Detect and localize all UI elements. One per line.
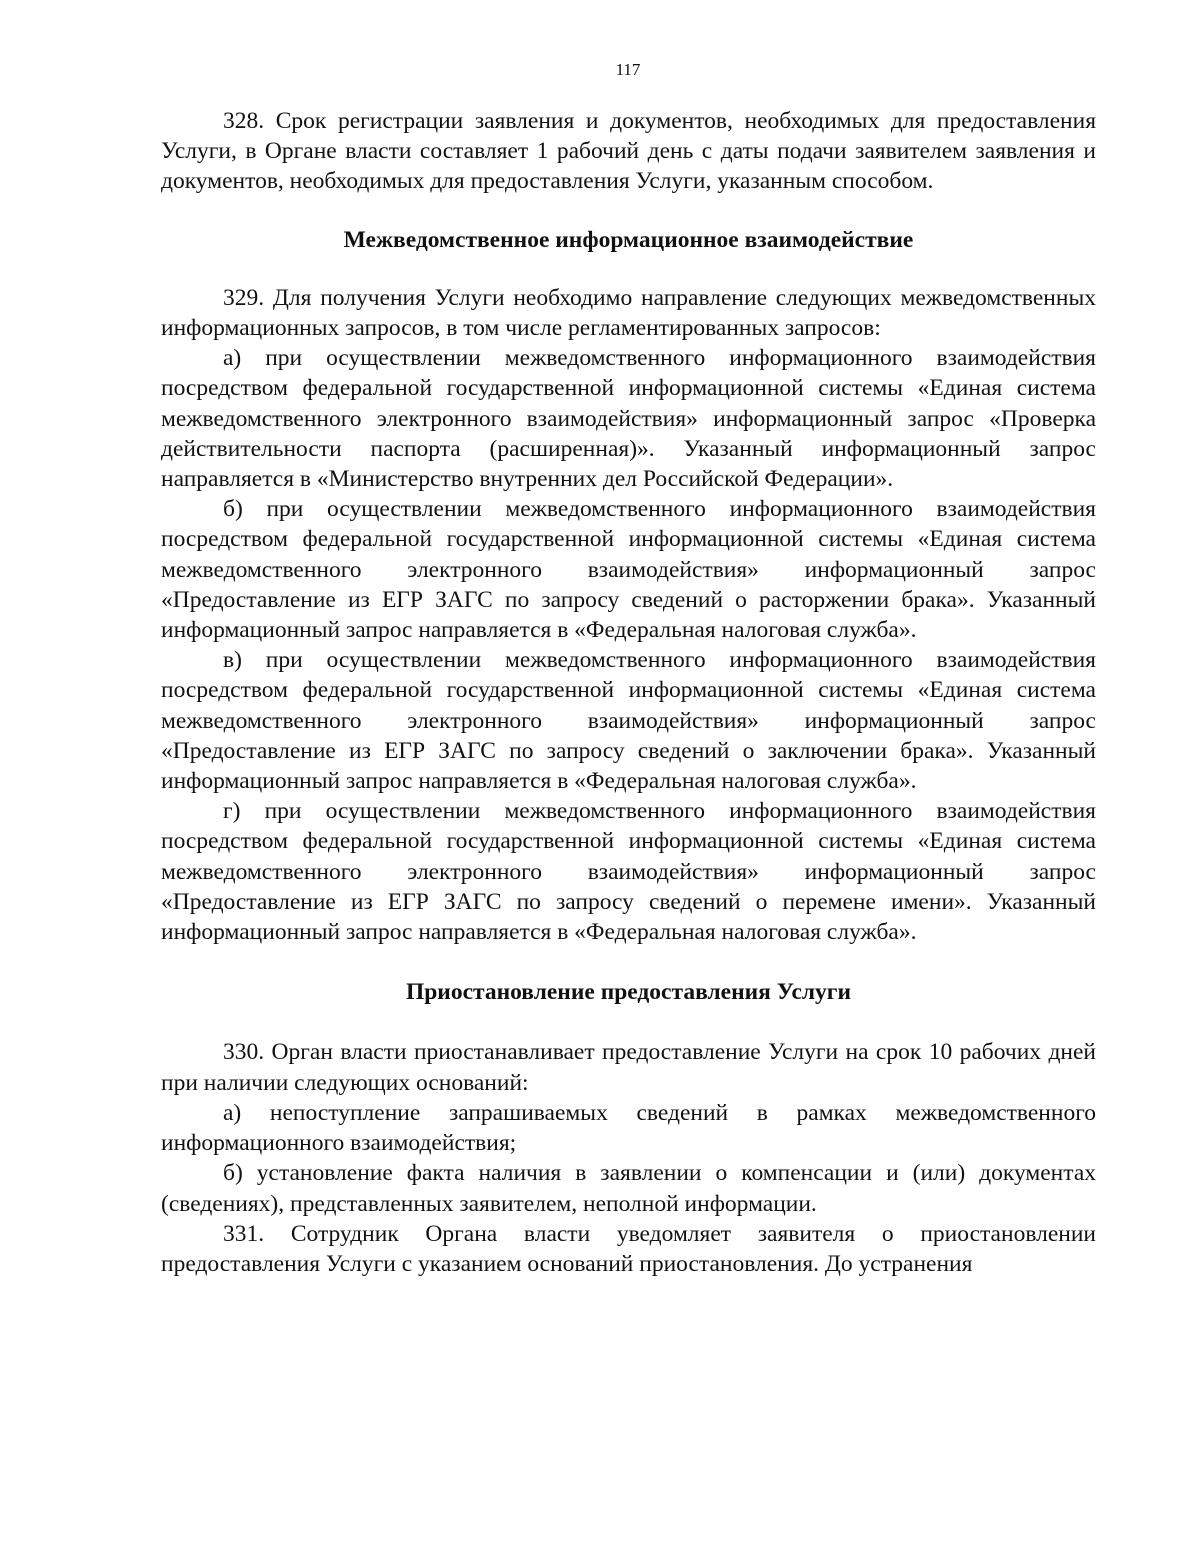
document-body xyxy=(161,106,1096,1279)
paragraph-330-a: а) непоступление запрашиваемых сведений в рамках межведомственного информационного взаимодействия; xyxy=(161,1099,1096,1157)
heading-interagency-interaction: Межведомственное информационное взаимодействие xyxy=(343,226,914,253)
paragraph-330: 330. Орган власти приостанавливает предоставление Услуги на срок 10 рабочих дней при наличии следующих оснований: xyxy=(161,1039,1096,1096)
paragraph-329-g: г) при осуществлении межведомственного информационного взаимодействия посредством федеральной государственной информационной системы «Единая система межведомственного электронного взаимодействия» информационный запрос «Предоставление из ЕГР ЗАГС по запросу сведений о перемене имени». Указанный информационный запрос направляется в «Федеральная налоговая служба». xyxy=(161,798,1096,946)
paragraph-331: 331. Сотрудник Органа власти уведомляет заявителя о приостановлении предоставления Услуги с указанием оснований приостановления. До устранения xyxy=(161,1220,1096,1277)
paragraph-329-v: в) при осуществлении межведомственного информационного взаимодействия посредством федеральной государственной информационной системы «Единая система межведомственного электронного взаимодействия» информационный запрос «Предоставление из ЕГР ЗАГС по запросу сведений о заключении брака». Указанный информационный запрос направляется в «Федеральная налоговая служба». xyxy=(161,647,1096,795)
paragraph-329-a: а) при осуществлении межведомственного информационного взаимодействия посредством федеральной государственной информационной системы «Единая система межведомственного электронного взаимодействия» информационный запрос «Проверка действительности паспорта (расширенная)». Указанный информационный запрос направляется в «Министерство внутренних дел Российской Федерации». xyxy=(161,345,1096,493)
paragraph-329-b: б) при осуществлении межведомственного информационного взаимодействия посредством федеральной государственной информационной системы «Единая система межведомственного электронного взаимодействия» информационный запрос «Предоставление из ЕГР ЗАГС по запросу сведений о расторжении брака». Указанный информационный запрос направляется в «Федеральная налоговая служба». xyxy=(161,496,1096,644)
paragraph-329: 329. Для получения Услуги необходимо направление следующих межведомственных информационных запросов, в том числе регламентированных запросов: xyxy=(161,284,1096,342)
heading-suspension: Приостановление предоставления Услуги xyxy=(405,979,852,1006)
page-number: 117 xyxy=(615,60,641,79)
paragraph-330-b: б) установление факта наличия в заявлении о компенсации и (или) документах (сведениях), представленных заявителем, неполной информации. xyxy=(161,1160,1096,1217)
paragraph-328: 328. Срок регистрации заявления и документов, необходимых для предоставления Услуги, в Органе власти составляет 1 рабочий день с даты подачи заявителем заявления и документов, необходимых для предоставления Услуги, указанным способом. xyxy=(161,108,1096,195)
